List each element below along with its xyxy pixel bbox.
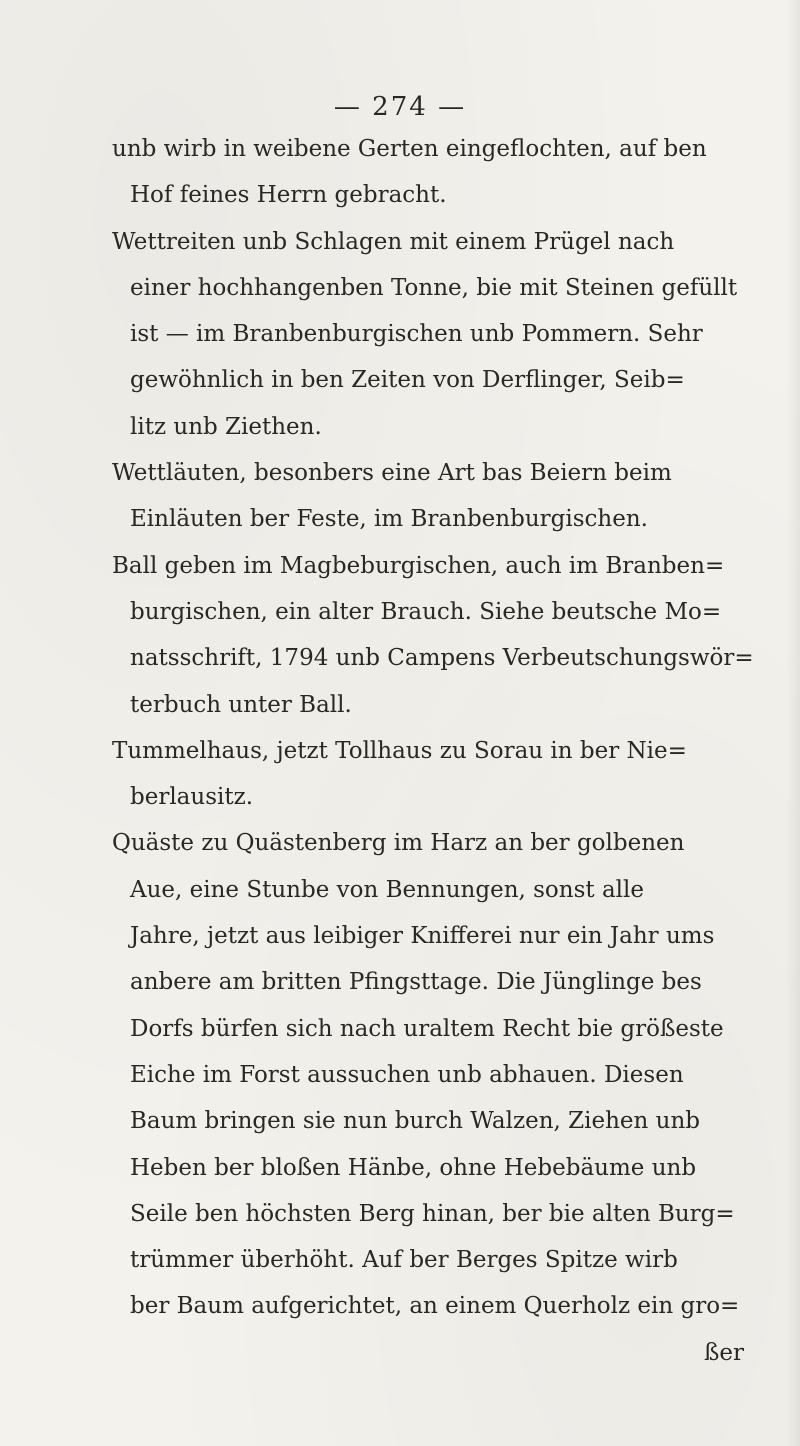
text-line: Jahre, jetzt aus leibiger Knifferei nur ein Jahr ums — [130, 923, 715, 950]
text-line: Eiche im Forst aussuchen unb abhauen. Diesen — [130, 1061, 684, 1088]
page-number: — 274 — — [333, 92, 467, 122]
text-line: Quäste zu Quästenberg im Harz an ber golbenen — [112, 830, 685, 857]
text-line: gewöhnlich in ben Zeiten von Derflinger, Seib= — [130, 367, 685, 394]
text-line: Einläuten ber Feste, im Branbenburgischen. — [130, 506, 648, 533]
text-line: Seile ben höchsten Berg hinan, ber bie alten Burg= — [130, 1200, 735, 1227]
text-line: natsschrift, 1794 unb Campens Verbeutschungswör= — [130, 645, 754, 672]
text-line: ist — im Branbenburgischen unb Pommern. Sehr — [130, 321, 703, 348]
text-line: litz unb Ziethen. — [130, 413, 322, 440]
text-line: Baum bringen sie nun burch Walzen, Ziehen unb — [130, 1108, 700, 1135]
text-line: Heben ber bloßen Hänbe, ohne Hebebäume unb — [130, 1154, 697, 1181]
body-text — [112, 126, 792, 1376]
text-line: Hof feines Herrn gebracht. — [130, 182, 447, 209]
text-line: terbuch unter Ball. — [130, 691, 352, 718]
text-line: Wettreiten unb Schlagen mit einem Prügel nach — [112, 228, 675, 255]
text-line: Tummelhaus, jetzt Tollhaus zu Sorau in ber Nie= — [112, 737, 687, 764]
text-line: Dorfs bürfen sich nach uraltem Recht bie größeste — [130, 1015, 724, 1042]
text-line: anbere am britten Pfingsttage. Die Jünglinge bes — [130, 969, 702, 996]
text-line: Ball geben im Magbeburgischen, auch im Branben= — [112, 552, 725, 579]
text-line: trümmer überhöht. Auf ber Berges Spitze wirb — [130, 1247, 678, 1274]
text-line: unb wirb in weibene Gerten eingeflochten, auf ben — [112, 136, 707, 162]
text-line: ber Baum aufgerichtet, an einem Querholz ein gro= — [130, 1293, 740, 1320]
text-line: berlausitz. — [130, 784, 254, 811]
text-line: Wettläuten, besonbers eine Art bas Beiern beim — [112, 460, 672, 487]
catchword: ßer — [704, 1339, 744, 1366]
text-line: burgischen, ein alter Brauch. Siehe beutsche Mo= — [130, 598, 722, 625]
text-line: einer hochhangenben Tonne, bie mit Steinen gefüllt — [130, 274, 738, 301]
text-line: Aue, eine Stunbe von Bennungen, sonst alle — [130, 876, 644, 903]
